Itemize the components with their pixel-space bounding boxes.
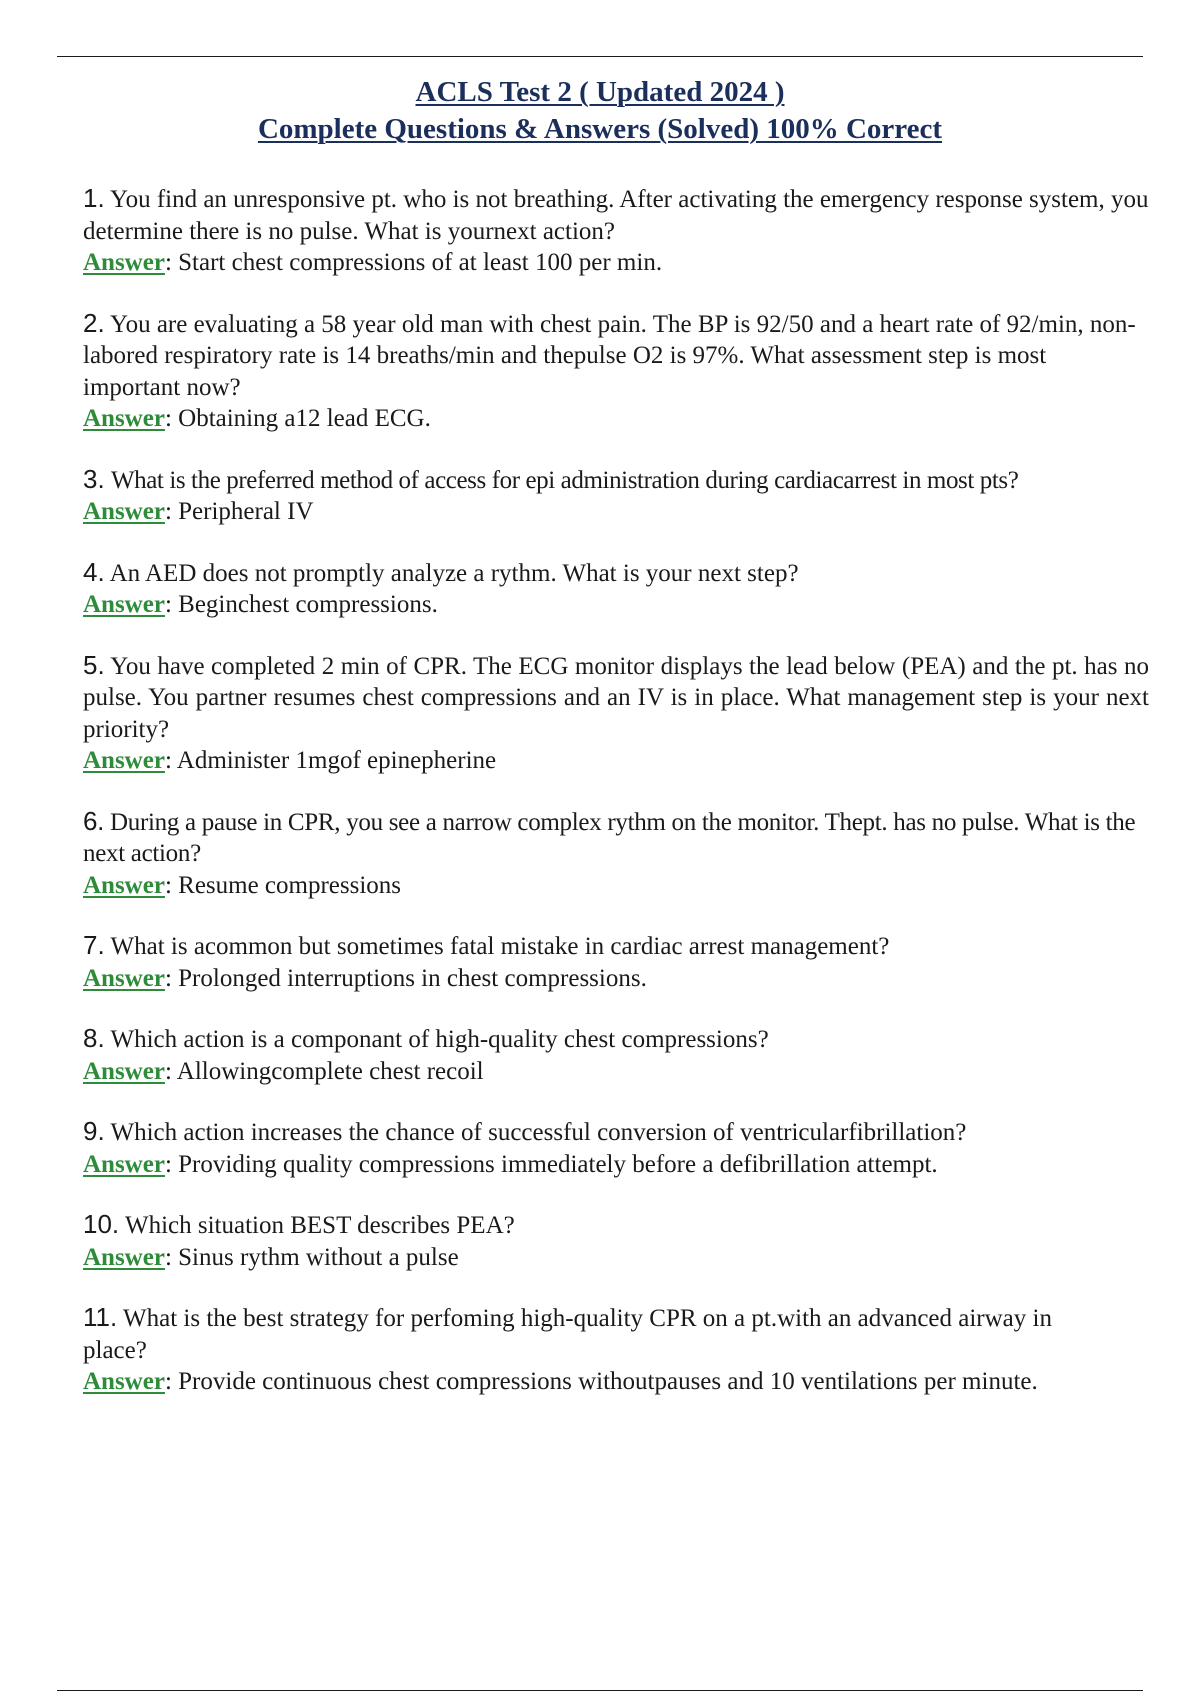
question-text: During a pause in CPR, you see a narrow complex rythm on the monitor. Thept. has no pulse. What is the next action? [83,808,1136,867]
question-text: You are evaluating a 58 year old man with chest pain. The BP is 92/50 and a heart rate of 92/min, non-labored respiratory rate is 14 breaths/min and thepulse O2 is 97%. What assessment step is most important now? [83,310,1136,401]
qa-item-8 [83,1023,1149,1087]
question-text: Which action increases the chance of successful conversion of ventricularfibrillation? [110,1119,967,1146]
answer-text: Beginchest compressions. [178,591,438,618]
answer-label: Answer [83,1243,165,1271]
question-text: You have completed 2 min of CPR. The ECG monitor displays the lead below (PEA) and the pt. has no pulse. You partner resumes chest compressions and an IV is in place. What management step is your next priority? [83,652,1149,743]
qa-item-10 [83,1209,1149,1273]
question-1 [83,183,1149,247]
question-number: 1. [83,183,105,213]
question-number: 3. [83,463,105,494]
qa-item-6 [83,806,1149,902]
qa-item-9 [83,1116,1149,1180]
question-text: Which situation BEST describes PEA? [124,1212,515,1239]
answer-5: Answer: Administer 1mgof epinepherine [83,747,497,774]
question-2 [83,308,1149,404]
answer-label: Answer [83,1368,165,1395]
answer-text: Provide continuous chest compressions withoutpauses and 10 ventilations per minute. [178,1368,1038,1395]
top-rule [57,56,1143,57]
answer-8: Answer: Allowingcomplete chest recoil [83,1057,484,1085]
question-number: 2. [83,307,105,338]
answer-11: Answer: Provide continuous chest compressions withoutpauses and 10 ventilations per minute. [83,1368,1038,1395]
answer-label: Answer [83,747,165,774]
answer-label: Answer [83,1150,165,1178]
answer-label: Answer [83,405,165,432]
answer-1: Answer: Start chest compressions of at least 100 per min. [83,249,663,276]
question-8 [83,1023,1149,1056]
question-number: 6. [83,805,105,836]
question-list [83,183,1149,1427]
question-6 [83,806,1149,870]
answer-4: Answer: Beginchest compressions. [83,591,438,618]
question-number: 10. [83,1209,120,1239]
question-number: 9. [83,1116,105,1146]
question-text: What is acommon but sometimes fatal mistake in cardiac arrest management? [110,933,890,960]
answer-9: Answer: Providing quality compressions immediately before a defibrillation attempt. [83,1150,938,1178]
answer-text: Sinus rythm without a pulse [178,1243,459,1271]
question-text: What is the preferred method of access for epi administration during cardiacarrest in most pts? [110,466,1019,494]
qa-item-4 [83,557,1149,621]
qa-item-5 [83,650,1149,777]
question-number: 4. [83,556,105,587]
question-number: 11. [83,1302,118,1332]
question-7 [83,930,1149,963]
answer-label: Answer [83,964,165,992]
document-header [57,74,1143,148]
answer-3: Answer: Peripheral IV [83,498,314,525]
answer-label: Answer [83,871,165,899]
answer-label: Answer [83,1057,165,1085]
question-text: You find an unresponsive pt. who is not breathing. After activating the emergency response system, you determine there is no pulse. What is yournext action? [83,186,1149,245]
answer-text: Administer 1mgof epinepherine [176,747,497,774]
title-line-1: ACLS Test 2 ( Updated 2024 ) [415,76,785,108]
question-3 [83,464,1149,497]
question-text: An AED does not promptly analyze a rythm. What is your next step? [109,559,799,587]
question-number: 7. [83,930,105,960]
title-line-2: Complete Questions & Answers (Solved) 100% Correct [257,113,943,145]
answer-text: Providing quality compressions immediately before a defibrillation attempt. [178,1150,938,1178]
question-11 [83,1302,1083,1366]
answer-7: Answer: Prolonged interruptions in chest compressions. [83,964,647,992]
answer-text: Obtaining a12 lead ECG. [178,405,431,432]
bottom-rule [57,1690,1143,1691]
answer-6: Answer: Resume compressions [83,871,402,899]
qa-item-11 [83,1302,1083,1398]
question-number: 5. [83,649,105,680]
answer-text: Resume compressions [178,871,402,899]
answer-2: Answer: Obtaining a12 lead ECG. [83,405,431,432]
qa-item-2 [83,308,1149,435]
qa-item-7 [83,930,1149,994]
question-4 [83,557,1149,590]
question-9 [83,1116,1149,1149]
answer-10: Answer: Sinus rythm without a pulse [83,1243,459,1271]
answer-label: Answer [83,591,165,618]
question-5 [83,650,1149,746]
question-number: 8. [83,1023,105,1053]
answer-label: Answer [83,498,165,525]
question-10 [83,1209,1149,1242]
answer-text: Peripheral IV [178,498,314,525]
question-text: What is the best strategy for perfoming high-quality CPR on a pt.with an advanced airway in place? [83,1305,1052,1364]
qa-item-1 [83,183,1149,279]
answer-text: Start chest compressions of at least 100 per min. [178,249,663,276]
qa-item-3 [83,464,1149,528]
question-text: Which action is a componant of high-quality chest compressions? [110,1026,769,1053]
answer-text: Allowingcomplete chest recoil [176,1057,484,1085]
answer-text: Prolonged interruptions in chest compressions. [178,964,647,992]
answer-label: Answer [83,249,165,276]
